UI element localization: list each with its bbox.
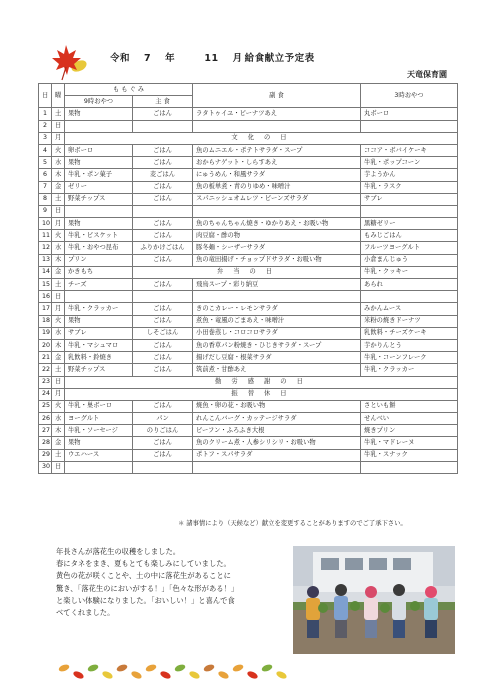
weekday-cell: 月 [52,388,65,400]
peanut-decoration [159,670,172,680]
lunch-cell: 豚冬麺・シーザーサラダ [193,242,361,254]
col-snack-am-header: 9時おやつ [65,96,133,108]
table-row [39,303,458,315]
weekday-cell: 月 [52,132,65,144]
peanut-decoration [58,663,70,672]
weekday-cell: 金 [52,437,65,449]
group-momogumi-header: も も ぐ み [65,84,193,96]
snack-pm-cell: 牛乳・クラッカー [361,364,458,376]
snack-am-cell: 卵ボーロ [65,144,133,156]
staple-cell: ごはん [133,352,193,364]
snack-pm-cell: 焼きプリン [361,425,458,437]
staple-cell [133,205,193,217]
day-cell: 10 [39,218,52,230]
table-row [39,193,458,205]
day-cell: 23 [39,376,52,388]
menu-body [39,108,458,474]
table-row [39,425,458,437]
staple-cell: ごはん [133,230,193,242]
day-cell: 14 [39,266,52,278]
snack-am-cell: ウエハース [65,449,133,461]
peanut-decoration [246,670,259,680]
staple-cell: のりごはん [133,425,193,437]
staple-cell: ごはん [133,449,193,461]
day-cell: 28 [39,437,52,449]
lunch-cell: 飛鳥スープ・彩り納豆 [193,279,361,291]
day-cell: 24 [39,388,52,400]
staple-cell: ごはん [133,218,193,230]
story-line: と楽しい体験になりました。「おいしい！」と喜んで食 [56,595,235,605]
story-text [56,546,288,619]
peanut-decoration [101,670,114,680]
lunch-cell: 揚げだし豆腐・根菜サラダ [193,352,361,364]
lunch-cell: 魚の香草パン粉焼き・ひじきサラダ・スープ [193,339,361,351]
lunch-cell [193,205,361,217]
snack-pm-cell: 牛乳・スナック [361,449,458,461]
snack-am-cell: 牛乳・マシュマロ [65,339,133,351]
staple-cell: ごはん [133,181,193,193]
lunch-cell: にゅうめん・和風サラダ [193,169,361,181]
snack-am-cell: 牛乳・ソーセージ [65,425,133,437]
day-cell: 4 [39,144,52,156]
peanut-border-illustration [56,658,288,684]
peanut-decoration [72,670,85,680]
day-cell: 30 [39,461,52,473]
event-cell: 勤 労 感 謝 の 日 [65,376,458,388]
staple-cell: ごはん [133,437,193,449]
event-cell: 文 化 の 日 [65,132,458,144]
weekday-cell: 土 [52,364,65,376]
snack-am-cell: 牛乳・クラッカー [65,303,133,315]
table-row [39,449,458,461]
table-row [39,205,458,217]
snack-am-cell: ゼリー [65,181,133,193]
snack-pm-cell: もみじごはん [361,230,458,242]
snack-am-cell: 牛乳・巣ボーロ [65,400,133,412]
lunch-cell: 魚のちゃんちゃん焼き・ゆかりあえ・お吸い物 [193,218,361,230]
peanut-decoration [174,663,186,672]
table-row [39,400,458,412]
children-harvest-photo [293,546,455,654]
day-cell: 20 [39,339,52,351]
day-cell: 12 [39,242,52,254]
day-cell: 3 [39,132,52,144]
weekday-cell: 火 [52,315,65,327]
snack-pm-cell: 牛乳・ポップコーン [361,157,458,169]
weekday-cell: 木 [52,254,65,266]
table-row [39,120,458,132]
table-row [39,364,458,376]
snack-pm-cell: 黒糖ゼリー [361,218,458,230]
lunch-cell: 煮魚・竜風のごまあえ・味噌汁 [193,315,361,327]
col-lunch-header: 副 食 [193,84,361,108]
menu-change-note: ＊ 諸事情により（天候など）献立を変更することがありますのでご了承下さい。 [178,520,407,527]
snack-pm-cell: 牛乳・クッキー [361,266,458,278]
lunch-cell: きのこカレー・レモンサラダ [193,303,361,315]
lunch-cell [193,291,361,303]
col-snack-pm-header: 3時おやつ [361,84,458,108]
day-cell: 1 [39,108,52,120]
peanut-decoration [188,670,201,680]
day-cell: 7 [39,181,52,193]
snack-am-cell: チーズ [65,279,133,291]
snack-am-cell: 牛乳・ポン菓子 [65,169,133,181]
staple-cell: ごはん [133,193,193,205]
weekday-cell: 土 [52,193,65,205]
snack-am-cell: 牛乳・ビスケット [65,230,133,242]
table-row [39,352,458,364]
staple-cell [133,120,193,132]
weekday-cell: 木 [52,339,65,351]
col-weekday-header: 曜 [52,84,65,108]
weekday-cell: 火 [52,400,65,412]
snack-pm-cell: みかんムース [361,303,458,315]
staple-cell: ごはん [133,157,193,169]
lunch-cell: ポトフ・スパサラダ [193,449,361,461]
menu-table [38,83,458,474]
snack-am-cell: 果物 [65,437,133,449]
snack-am-cell: かきもち [65,266,133,278]
day-cell: 6 [39,169,52,181]
table-row [39,157,458,169]
lunch-cell: おからナゲット・しらすあえ [193,157,361,169]
weekday-cell: 土 [52,449,65,461]
weekday-cell: 金 [52,181,65,193]
staple-cell: ごはん [133,108,193,120]
col-day-header: 日 [39,84,52,108]
staple-cell: ごはん [133,364,193,376]
maple-leaf-illustration [50,42,88,82]
peanut-decoration [87,663,99,672]
snack-am-cell: 野菜チップス [65,364,133,376]
story-line: 春にタネをまき、夏もとても楽しみにしていました。 [56,559,231,569]
table-row [39,230,458,242]
snack-pm-cell: 牛乳・マドレーヌ [361,437,458,449]
weekday-cell: 木 [52,169,65,181]
snack-pm-cell: ココア・ボバイケーキ [361,144,458,156]
table-row [39,413,458,425]
snack-pm-cell [361,120,458,132]
weekday-cell: 土 [52,279,65,291]
peanut-decoration [203,663,215,672]
lunch-cell [193,461,361,473]
snack-pm-cell: さといも餅 [361,400,458,412]
day-cell: 25 [39,400,52,412]
day-cell: 19 [39,327,52,339]
day-cell: 27 [39,425,52,437]
weekday-cell: 日 [52,291,65,303]
lunch-cell: 魚の板単煮・青のりゆめ・味噌汁 [193,181,361,193]
snack-am-cell: 果物 [65,108,133,120]
staple-cell: パン [133,413,193,425]
snack-pm-cell [361,461,458,473]
lunch-cell [193,120,361,132]
snack-pm-cell: サブレ [361,193,458,205]
table-row [39,108,458,120]
snack-pm-cell [361,291,458,303]
day-cell: 29 [39,449,52,461]
snack-pm-cell: 芋ようかん [361,169,458,181]
staple-cell: 麦ごはん [133,169,193,181]
snack-pm-cell [361,205,458,217]
weekday-cell: 日 [52,461,65,473]
weekday-cell: 日 [52,376,65,388]
snack-am-cell: 野菜チップス [65,193,133,205]
page-title: 令和 7 年 11 月 給食献立予定表 [110,53,315,64]
snack-am-cell [65,205,133,217]
staple-cell: ごはん [133,339,193,351]
snack-pm-cell: 小倉まんじゅう [361,254,458,266]
snack-am-cell: 牛乳・おやつ昆布 [65,242,133,254]
lunch-cell: 筑前煮・甘酢あえ [193,364,361,376]
staple-cell: ふりかけごはん [133,242,193,254]
staple-cell [133,291,193,303]
col-staple-header: 主 食 [133,96,193,108]
day-cell: 11 [39,230,52,242]
snack-am-cell: 乳飲料・鈴焼き [65,352,133,364]
staple-cell: ごはん [133,144,193,156]
staple-cell: ごはん [133,315,193,327]
staple-cell: しそごはん [133,327,193,339]
day-cell: 26 [39,413,52,425]
snack-am-cell: サブレ [65,327,133,339]
story-line: べてくれました。 [56,608,115,618]
table-row [39,315,458,327]
lunch-cell: 小田巻蒸し・コロコロサラダ [193,327,361,339]
day-cell: 17 [39,303,52,315]
story-line: 驚き、「落花生のにおいがする！」「色々な形がある！」 [56,583,239,593]
table-row [39,132,458,144]
lunch-cell: 魚のクリーム煮・人参シリシリ・お吸い物 [193,437,361,449]
table-row [39,169,458,181]
snack-pm-cell: 乳飲料・チーズケーキ [361,327,458,339]
snack-am-cell [65,461,133,473]
lunch-cell: 肉豆腐・酢の物 [193,230,361,242]
lunch-cell: 魚の竜田揚げ・チョップドサラダ・お吸い物 [193,254,361,266]
snack-pm-cell: あられ [361,279,458,291]
lunch-cell: 魚のムニエル・ポテトサラダ・スープ [193,144,361,156]
snack-am-cell: 果物 [65,157,133,169]
peanut-decoration [232,663,244,672]
lunch-cell: 焼魚・卵の花・お吸い物 [193,400,361,412]
snack-pm-cell: 牛乳・ラスク [361,181,458,193]
staple-cell: ごはん [133,303,193,315]
table-row [39,291,458,303]
table-row [39,254,458,266]
table-row [39,218,458,230]
weekday-cell: 金 [52,352,65,364]
weekday-cell: 日 [52,120,65,132]
table-row [39,461,458,473]
peanut-decoration [275,670,288,680]
table-row [39,437,458,449]
table-row [39,339,458,351]
lunch-cell: れんこんバーグ・カッテージサラダ [193,413,361,425]
table-row [39,388,458,400]
table-row [39,266,458,278]
day-cell: 5 [39,157,52,169]
event-cell: 弁 当 の 日 [133,266,361,278]
snack-pm-cell: せんべい [361,413,458,425]
weekday-cell: 火 [52,144,65,156]
weekday-cell: 火 [52,230,65,242]
snack-pm-cell: 丸ボーロ [361,108,458,120]
peanut-decoration [217,670,230,680]
snack-am-cell: 果物 [65,315,133,327]
day-cell: 9 [39,205,52,217]
story-line: 年長さんが落花生の収穫をしました。 [56,547,181,556]
day-cell: 22 [39,364,52,376]
weekday-cell: 日 [52,205,65,217]
peanut-decoration [130,670,143,680]
snack-pm-cell: 牛乳・コーンフレーク [361,352,458,364]
lunch-cell: ラタトゥイユ・ピーナツあえ [193,108,361,120]
weekday-cell: 木 [52,425,65,437]
peanut-decoration [145,663,157,672]
weekday-cell: 水 [52,157,65,169]
day-cell: 2 [39,120,52,132]
peanut-decoration [261,663,273,672]
staple-cell [133,461,193,473]
weekday-cell: 月 [52,218,65,230]
day-cell: 21 [39,352,52,364]
lunch-cell: ビーフン・ふろふき大根 [193,425,361,437]
snack-pm-cell: 米粉の焼きドーナツ [361,315,458,327]
story-line: 黄色の花が咲くことや、土の中に落花生があることに [56,571,231,581]
organization-name: 天竜保育園 [407,70,447,79]
weekday-cell: 土 [52,108,65,120]
day-cell: 13 [39,254,52,266]
staple-cell: ごはん [133,279,193,291]
snack-am-cell [65,120,133,132]
snack-pm-cell: フルーツヨーグルト [361,242,458,254]
weekday-cell: 水 [52,327,65,339]
snack-pm-cell: 芋かりんとう [361,339,458,351]
table-row [39,144,458,156]
table-row [39,327,458,339]
table-row [39,376,458,388]
weekday-cell: 月 [52,303,65,315]
day-cell: 8 [39,193,52,205]
staple-cell: ごはん [133,400,193,412]
table-row [39,181,458,193]
table-row [39,279,458,291]
snack-am-cell: ヨーグルト [65,413,133,425]
staple-cell: ごはん [133,254,193,266]
lunch-cell: スパニッシュオムレツ・ビーンズサラダ [193,193,361,205]
event-cell: 振 替 休 日 [65,388,458,400]
snack-am-cell: 果物 [65,218,133,230]
weekday-cell: 水 [52,413,65,425]
peanut-decoration [116,663,128,672]
day-cell: 16 [39,291,52,303]
weekday-cell: 水 [52,242,65,254]
table-row [39,242,458,254]
snack-am-cell [65,291,133,303]
weekday-cell: 金 [52,266,65,278]
day-cell: 18 [39,315,52,327]
snack-am-cell: プリン [65,254,133,266]
day-cell: 15 [39,279,52,291]
